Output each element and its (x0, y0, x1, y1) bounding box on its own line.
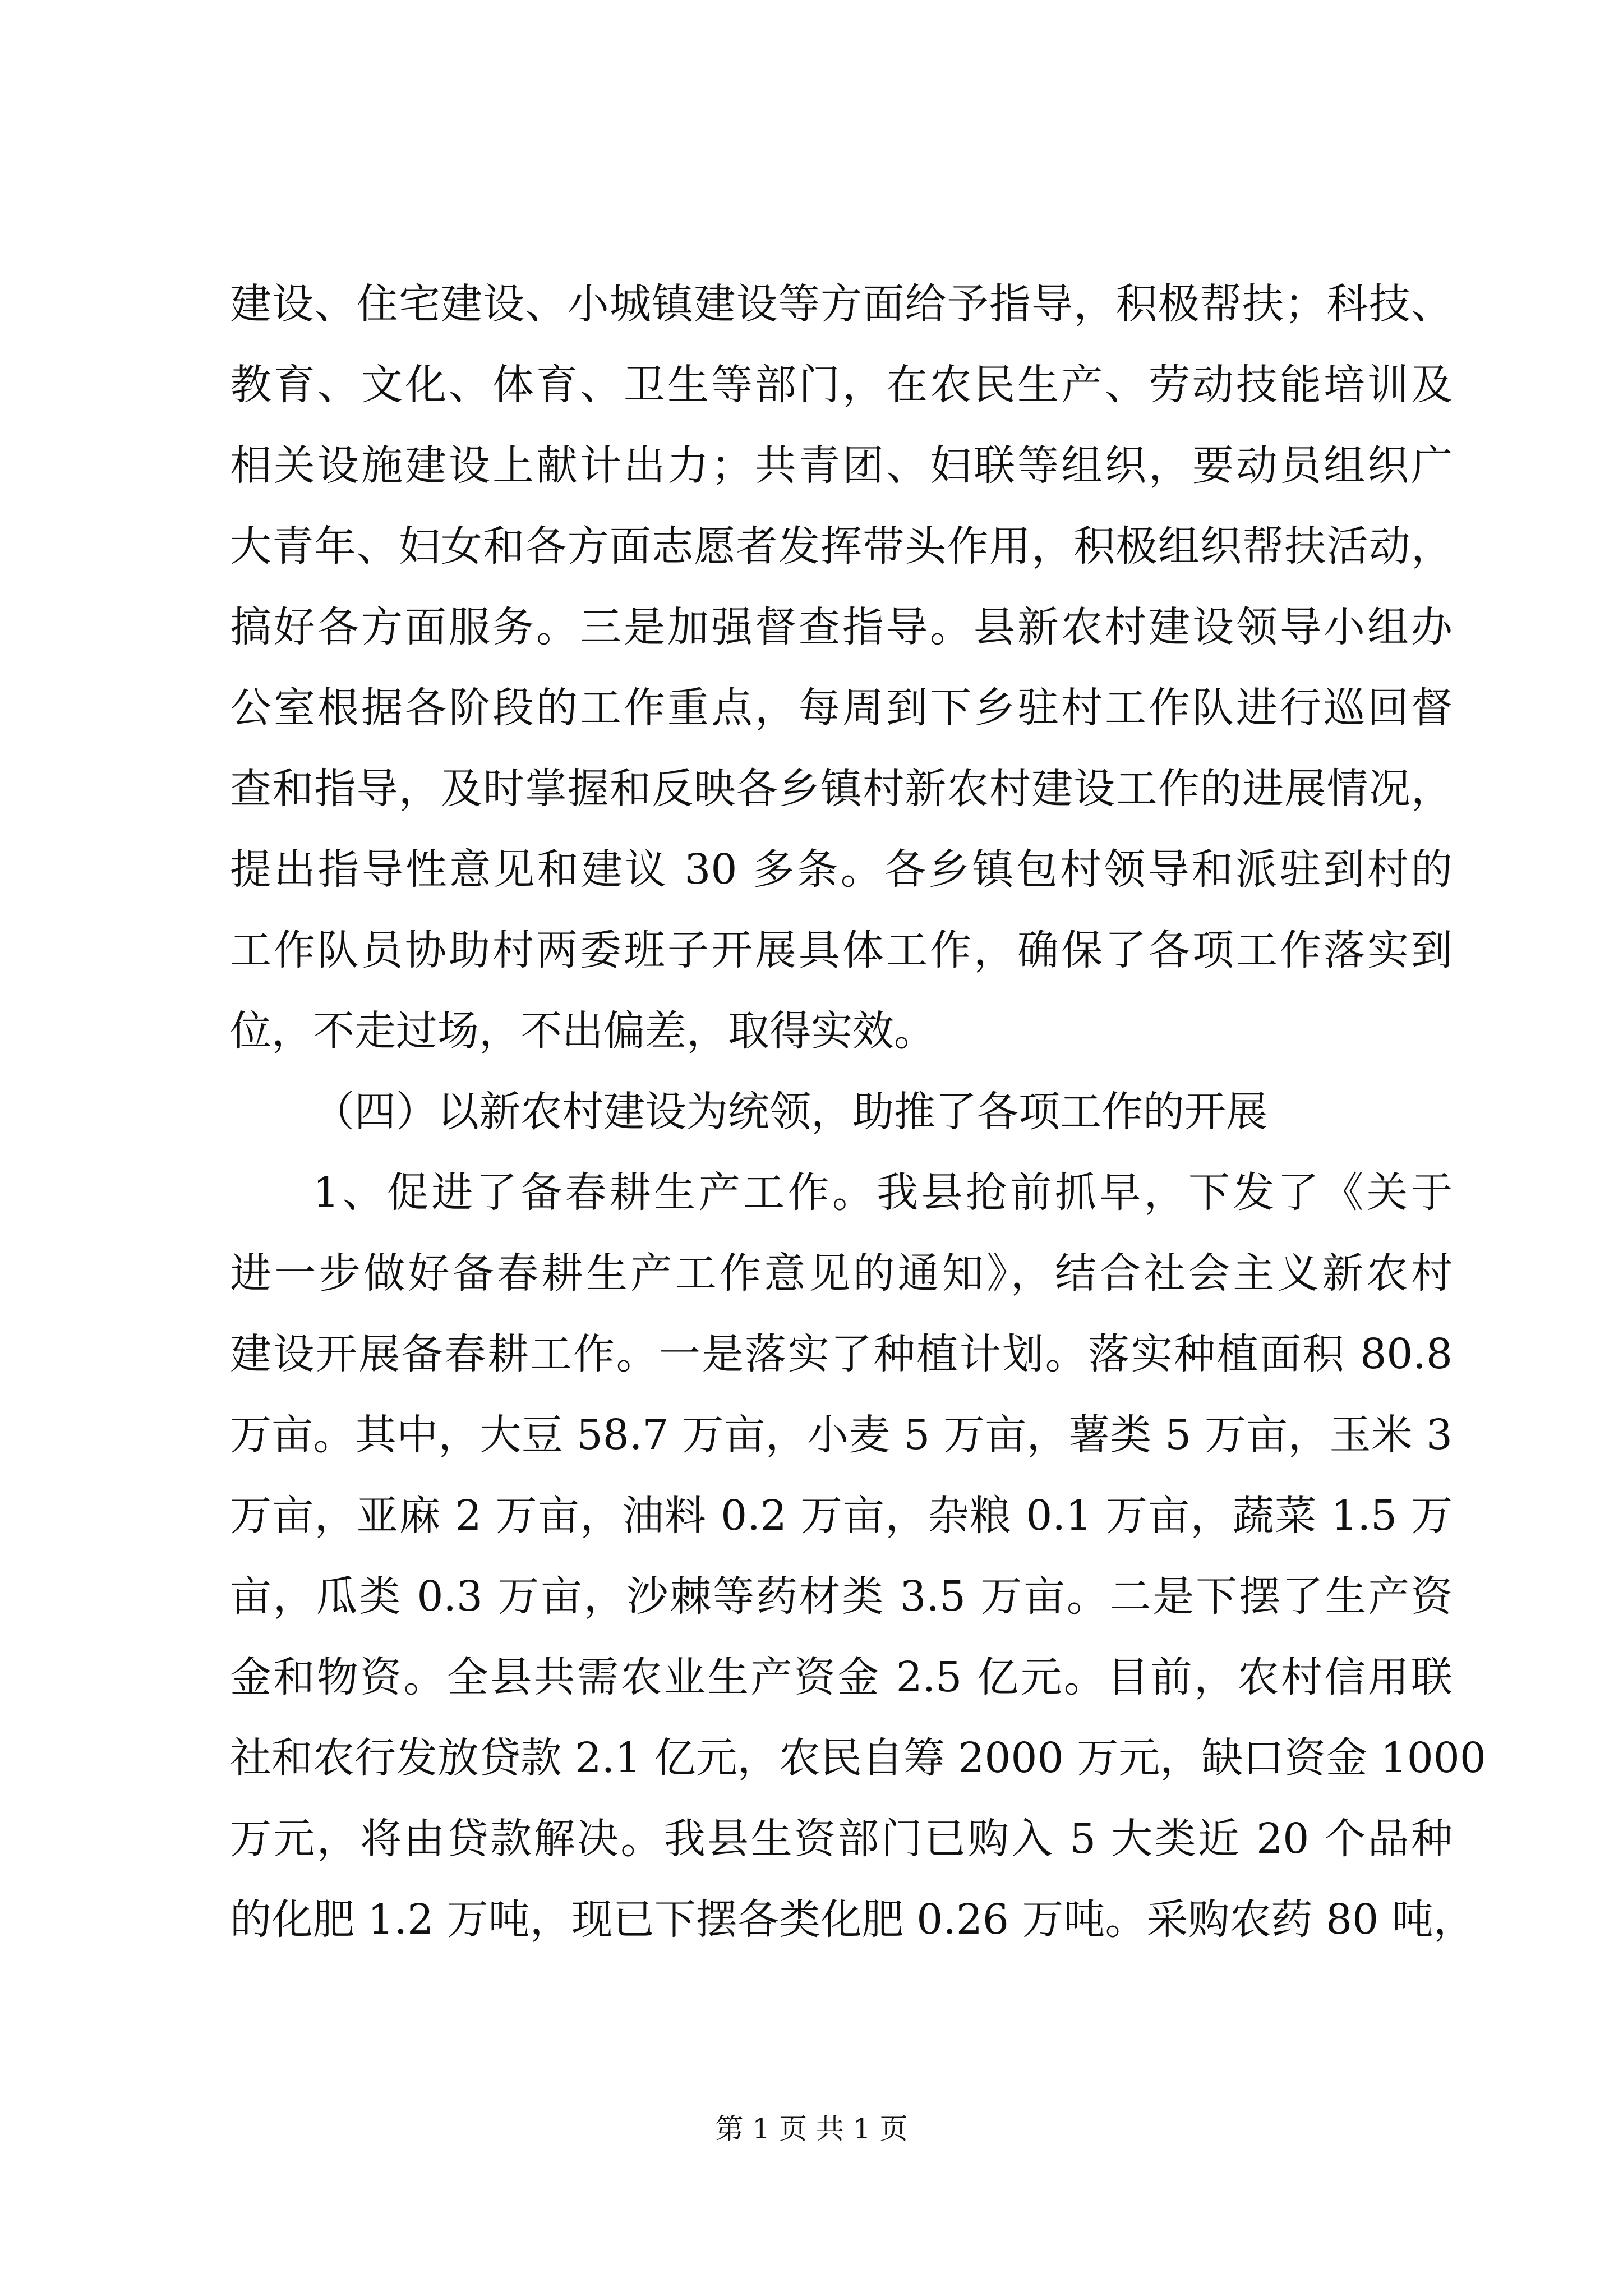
text-line: 亩，瓜类 0.3 万亩，沙棘等药材类 3.5 万亩。二是下摆了生产资 (230, 1572, 1453, 1621)
page-number-label: 第 1 页 共 1 页 (715, 2113, 908, 2145)
text-line: 1、促进了备春耕生产工作。我县抢前抓早，下发了《关于 (313, 1168, 1453, 1217)
document-body (230, 264, 1486, 1960)
text-line: 社和农行发放贷款 2.1 亿元，农民自筹 2000 万元，缺口资金 1000 (230, 1734, 1486, 1782)
text-line: 查和指导，及时掌握和反映各乡镇村新农村建设工作的进展情况， (230, 765, 1453, 813)
text-line: 的化肥 1.2 万吨，现已下摆各类化肥 0.26 万吨。采购农药 80 吨， (230, 1895, 1475, 1944)
text-line: 工作队员协助村两委班子开展具体工作，确保了各项工作落实到 (230, 926, 1453, 974)
text-line: 进一步做好备春耕生产工作意见的通知》，结合社会主义新农村 (230, 1249, 1453, 1297)
text-line: 相关设施建设上献计出力；共青团、妇联等组织，要动员组织广 (230, 441, 1453, 490)
text-line: 公室根据各阶段的工作重点，每周到下乡驻村工作队进行巡回督 (230, 684, 1453, 732)
text-line: 建设开展备春耕工作。一是落实了种植计划。落实种植面积 80.8 (230, 1330, 1453, 1378)
text-line: 搞好各方面服务。三是加强督查指导。县新农村建设领导小组办 (230, 603, 1453, 651)
text-line: 金和物资。全县共需农业生产资金 2.5 亿元。目前，农村信用联 (230, 1653, 1453, 1701)
page-footer (0, 2106, 1623, 2147)
text-line: 教育、文化、体育、卫生等部门，在农民生产、劳动技能培训及 (230, 361, 1453, 409)
text-line: 万亩。其中，大豆 58.7 万亩，小麦 5 万亩，薯类 5 万亩，玉米 3 (230, 1411, 1453, 1459)
text-line: 万元，将由贷款解决。我县生资部门已购入 5 大类近 20 个品种 (230, 1815, 1453, 1863)
text-line: 大青年、妇女和各方面志愿者发挥带头作用，积极组织帮扶活动， (230, 522, 1453, 570)
text-line: 万亩，亚麻 2 万亩，油料 0.2 万亩，杂粮 0.1 万亩，蔬菜 1.5 万 (230, 1492, 1453, 1540)
text-line: 提出指导性意见和建议 30 多条。各乡镇包村领导和派驻到村的 (230, 845, 1453, 894)
text-line: 建设、住宅建设、小城镇建设等方面给予指导，积极帮扶；科技、 (230, 280, 1453, 328)
section-heading: （四）以新农村建设为统领，助推了各项工作的开展 (313, 1088, 1267, 1136)
text-line: 位，不走过场，不出偏差，取得实效。 (230, 1007, 935, 1055)
